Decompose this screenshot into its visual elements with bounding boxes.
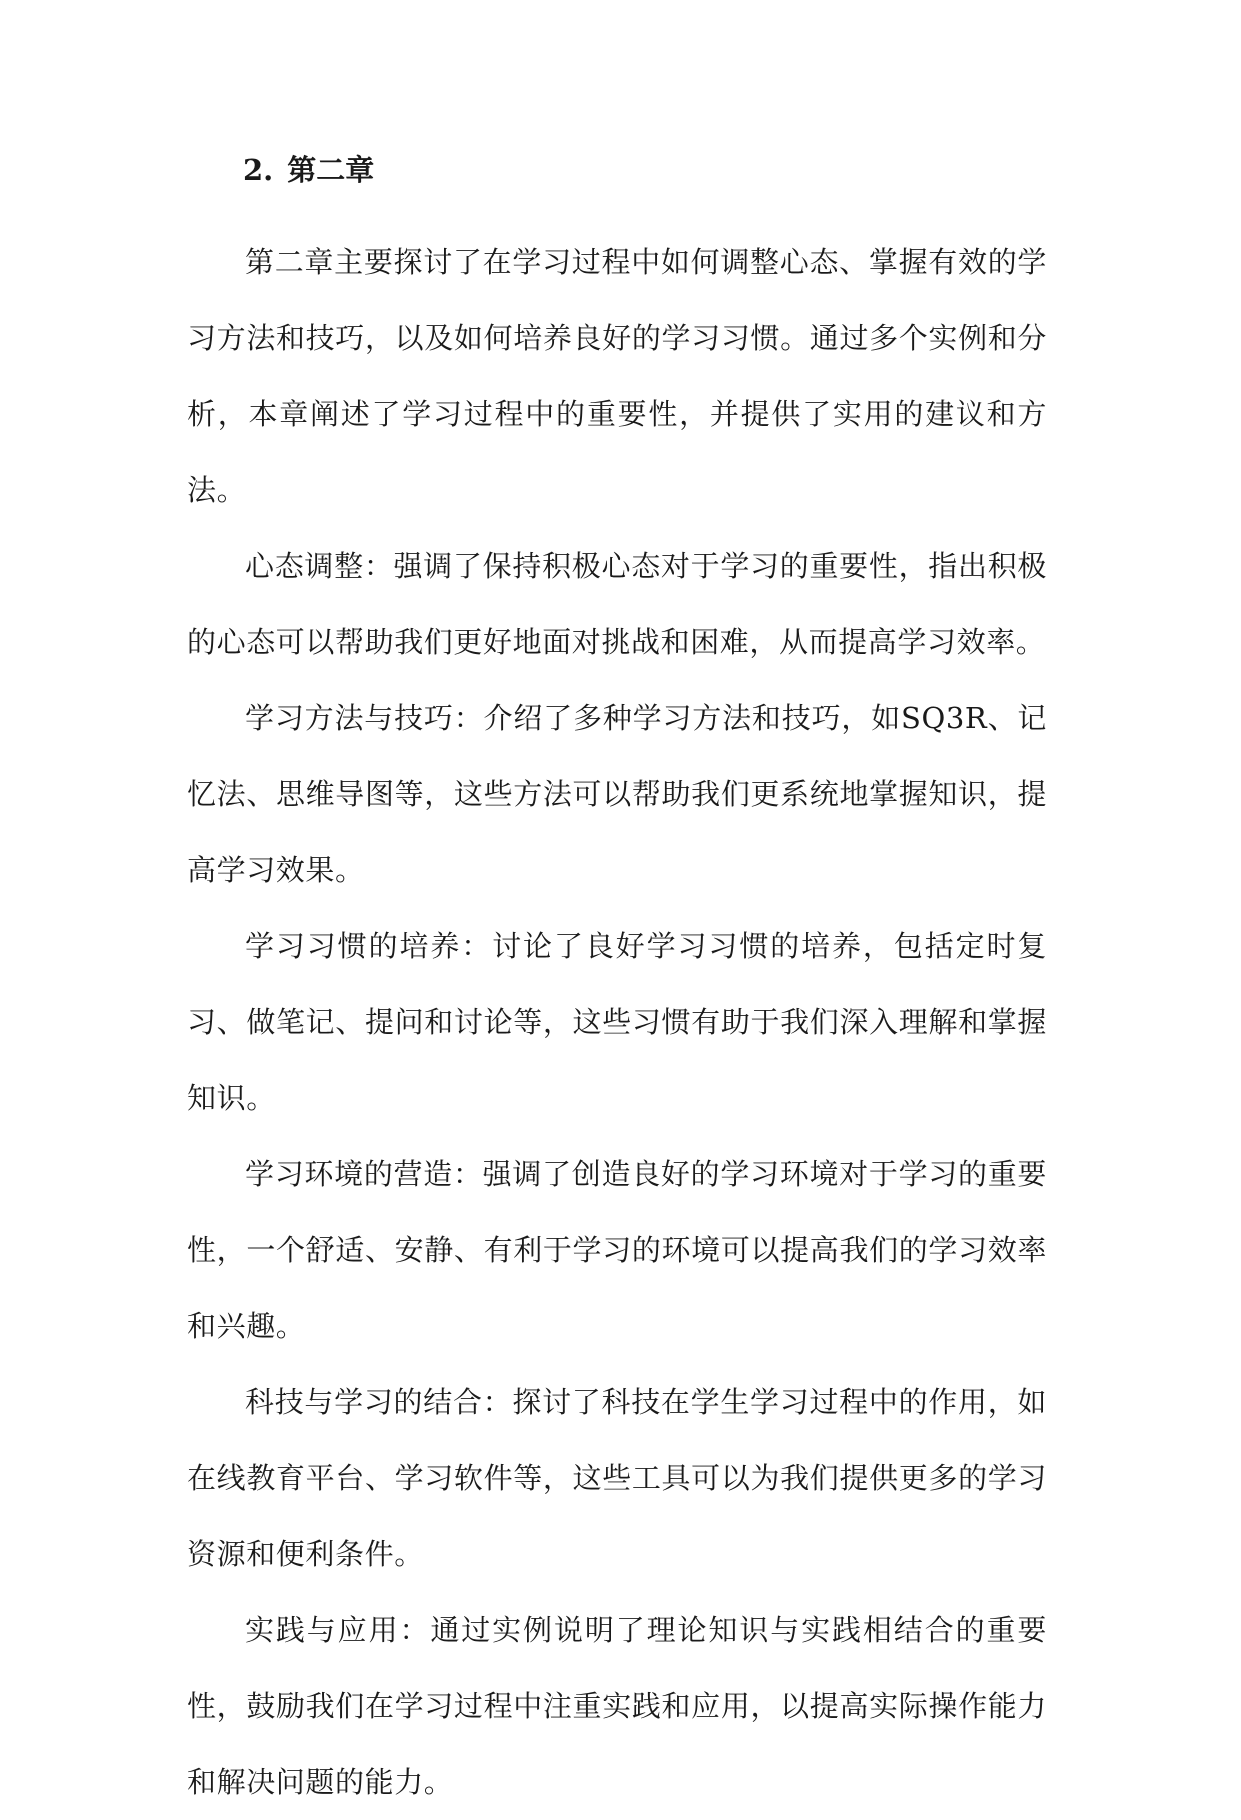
paragraph-environment: 学习环境的营造：强调了创造良好的学习环境对于学习的重要性，一个舒适、安静、有利于学习的环境可以提高我们的学习效率和兴趣。 xyxy=(187,1157,1047,1343)
paragraph-technology: 科技与学习的结合：探讨了科技在学生学习过程中的作用，如在线教育平台、学习软件等，这些工具可以为我们提供更多的学习资源和便利条件。 xyxy=(187,1385,1047,1571)
section-number: 2. xyxy=(243,153,274,187)
document-body xyxy=(187,224,1047,1820)
paragraph-habits: 学习习惯的培养：讨论了良好学习习惯的培养，包括定时复习、做笔记、提问和讨论等，这些习惯有助于我们深入理解和掌握知识。 xyxy=(187,929,1047,1115)
paragraph-mindset: 心态调整：强调了保持积极心态对于学习的重要性，指出积极的心态可以帮助我们更好地面对挑战和困难，从而提高学习效率。 xyxy=(187,549,1047,659)
paragraph-practice: 实践与应用：通过实例说明了理论知识与实践相结合的重要性，鼓励我们在学习过程中注重实践和应用，以提高实际操作能力和解决问题的能力。 xyxy=(187,1613,1047,1799)
section-title: 第二章 xyxy=(287,153,375,187)
section-heading xyxy=(243,150,374,190)
paragraph-intro: 第二章主要探讨了在学习过程中如何调整心态、掌握有效的学习方法和技巧，以及如何培养良好的学习习惯。通过多个实例和分析，本章阐述了学习过程中的重要性，并提供了实用的建议和方法。 xyxy=(187,245,1047,507)
paragraph-methods: 学习方法与技巧：介绍了多种学习方法和技巧，如SQ3R、记忆法、思维导图等，这些方法可以帮助我们更系统地掌握知识，提高学习效果。 xyxy=(187,701,1047,887)
